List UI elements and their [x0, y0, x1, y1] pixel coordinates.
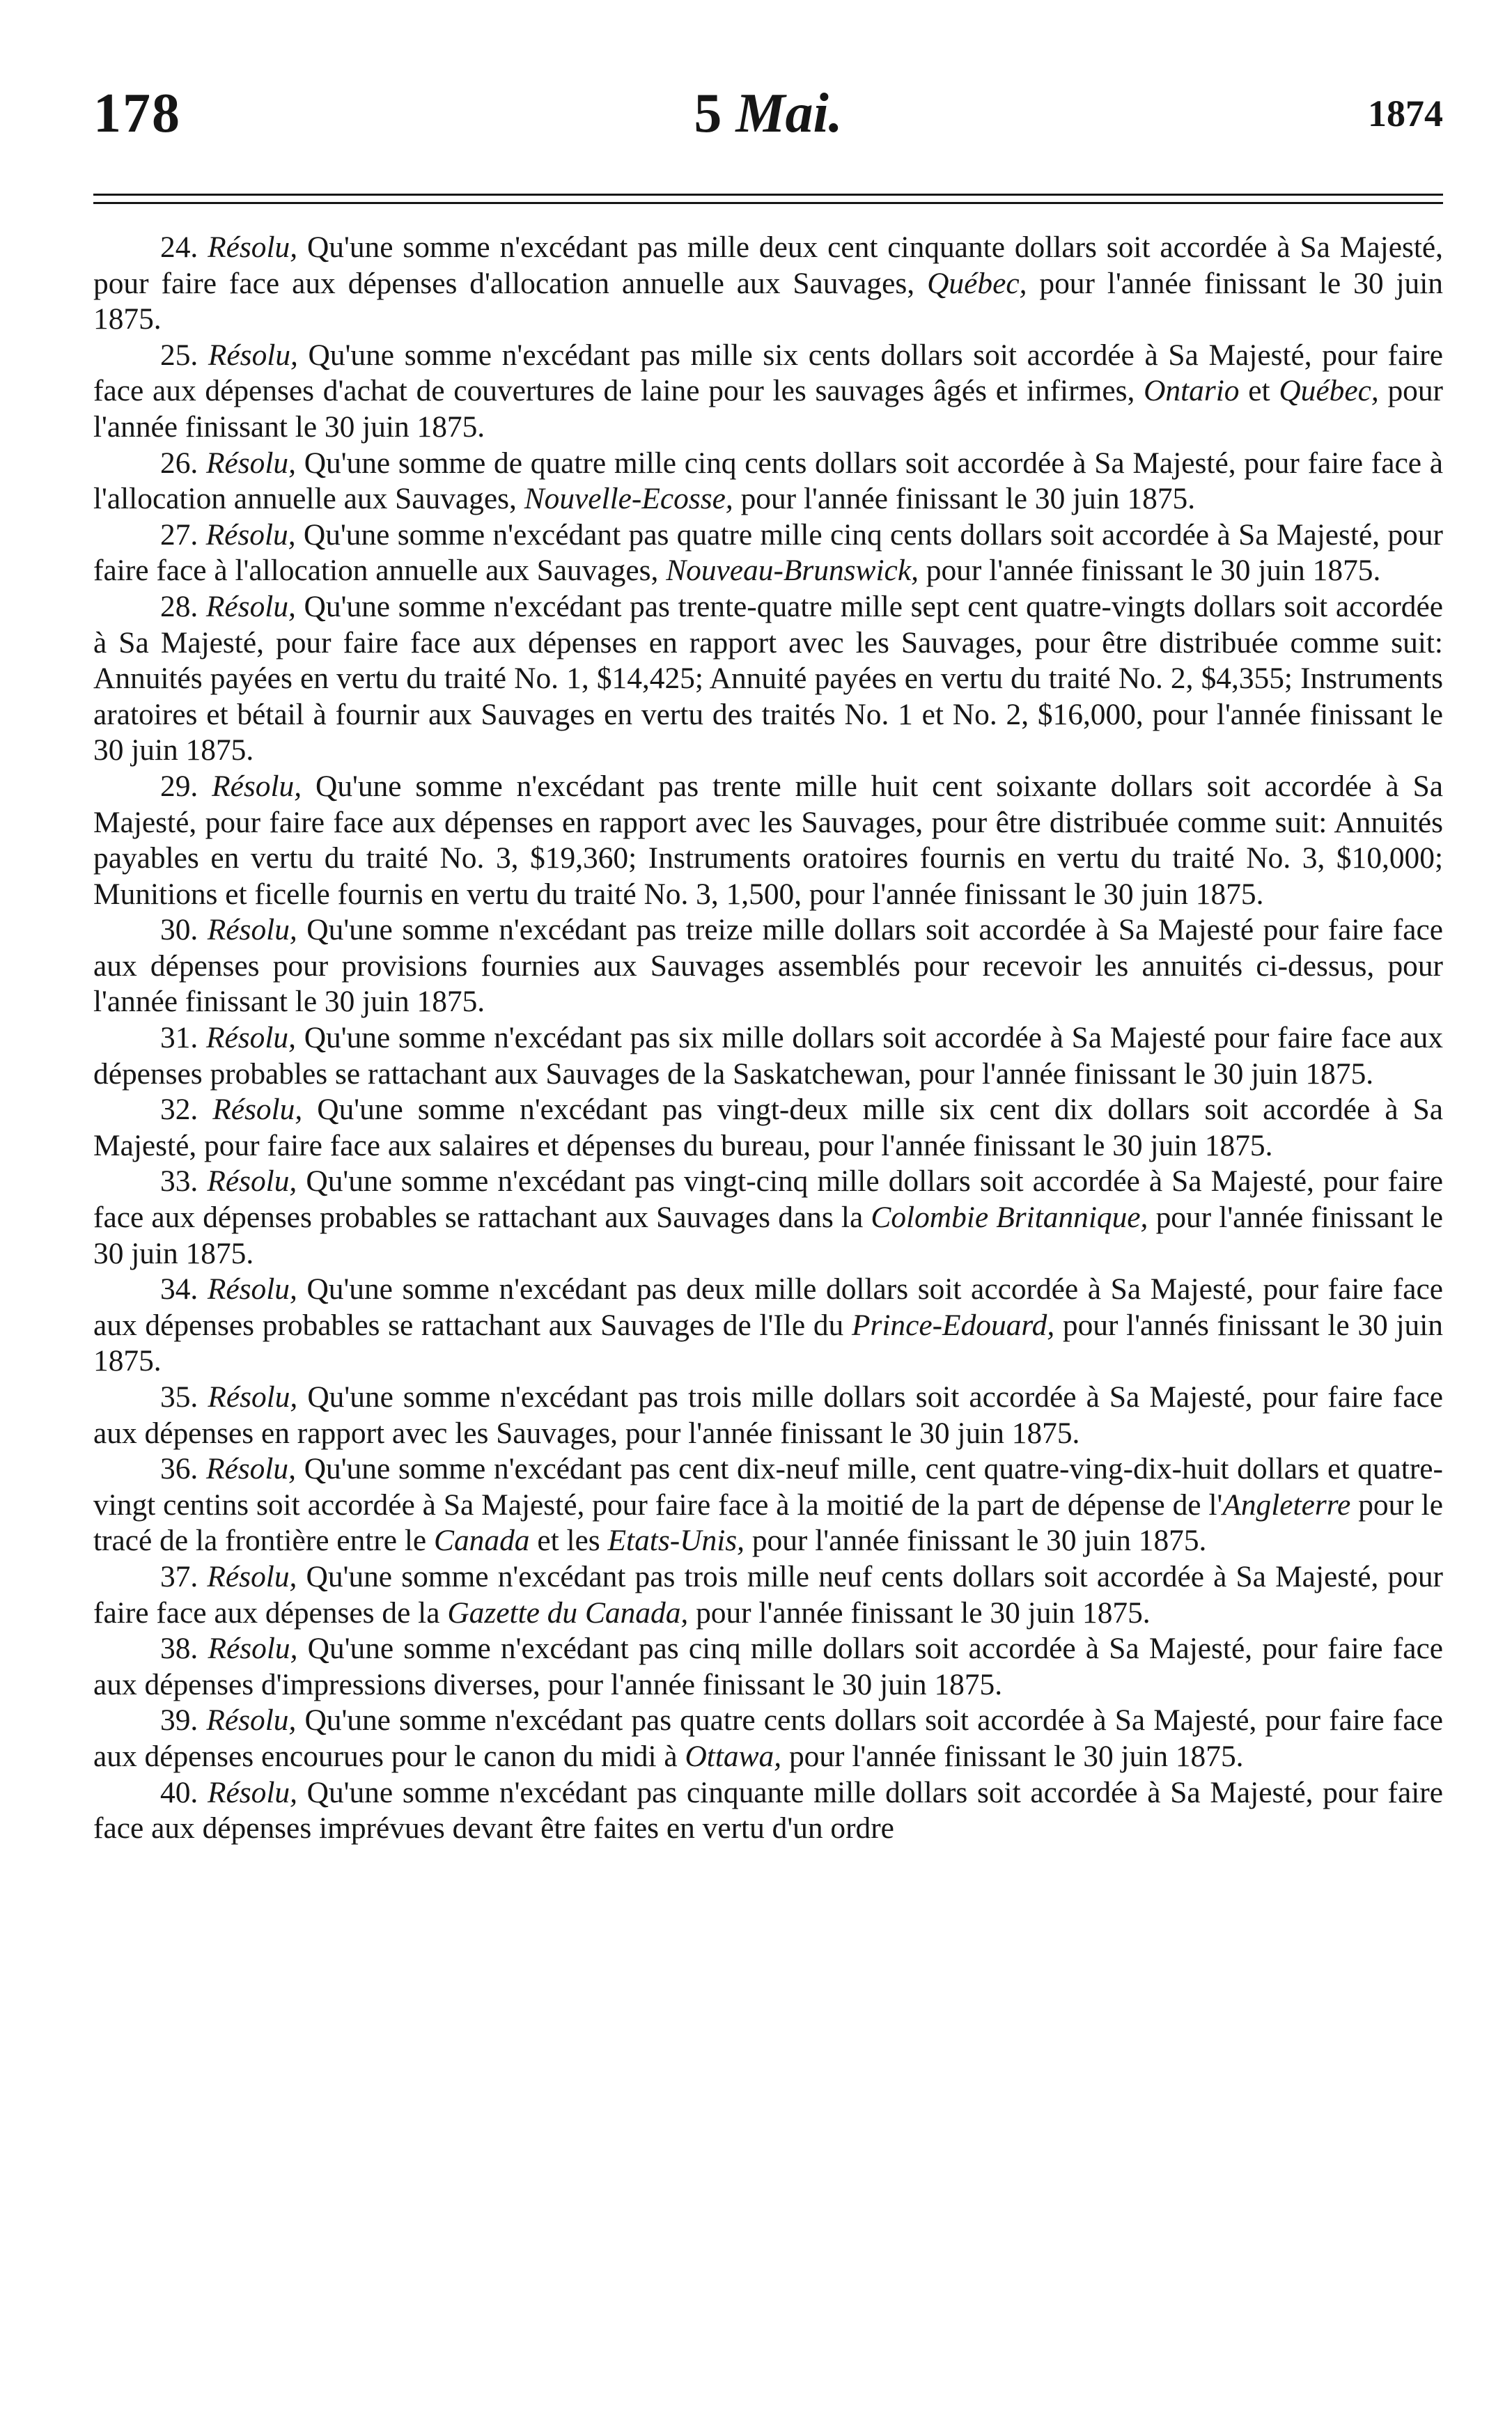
resolution-text: Qu'une somme n'excédant pas trois mille neuf cents dollars soit accordée à Sa Majesté, pour faire face aux dépenses de la [93, 1559, 1443, 1630]
resolution-keyword: Résolu, [206, 446, 296, 480]
resolution-keyword: Résolu, [208, 338, 298, 372]
page-year: 1874 [1368, 93, 1443, 134]
italic-place-name: Nouveau-Brunswick, [666, 554, 919, 588]
resolution-paragraph [93, 1380, 1443, 1451]
resolution-number: 35. [160, 1380, 198, 1414]
resolution-number: 36. [160, 1452, 198, 1486]
resolution-paragraph [93, 912, 1443, 1020]
resolution-text: Qu'une somme de quatre mille cinq cents dollars soit accordée à Sa Majesté, pour faire face à l'allocation annuelle aux Sauvages, [93, 446, 1443, 516]
resolution-paragraph [93, 338, 1443, 446]
resolution-number: 30. [160, 913, 198, 947]
resolution-keyword: Résolu, [207, 913, 297, 947]
resolution-keyword: Résolu, [212, 769, 302, 803]
page-date [694, 82, 842, 146]
resolution-number: 34. [160, 1272, 198, 1306]
resolution-text: pour l'année finissant le 30 juin 1875. [733, 482, 1196, 516]
resolution-keyword: Résolu, [206, 1703, 297, 1738]
resolution-number: 28. [160, 589, 198, 623]
resolution-number: 25. [160, 338, 198, 372]
resolution-paragraph [93, 1092, 1443, 1164]
resolution-number: 24. [160, 231, 198, 264]
italic-place-name: Ontario [1144, 374, 1240, 408]
resolution-number: 31. [160, 1021, 198, 1055]
resolution-text: pour l'année finissant le 30 juin 1875. [93, 374, 1443, 444]
date-day: 5 [694, 83, 722, 144]
resolution-keyword: Résolu, [207, 1559, 297, 1593]
resolution-keyword: Résolu, [206, 1021, 296, 1055]
italic-place-name: Québec, [927, 266, 1027, 300]
resolution-text: Qu'une somme n'excédant pas quatre mille cinq cents dollars soit accordée à Sa Majesté, pour faire face à l'allocation annuelle aux Sauvages, [93, 517, 1443, 588]
resolution-paragraph [93, 1164, 1443, 1272]
resolution-keyword: Résolu, [208, 1632, 298, 1666]
resolution-number: 33. [160, 1164, 198, 1199]
resolution-text: Qu'une somme n'excédant pas quatre cents dollars soit accordée à Sa Majesté, pour faire face aux dépenses encourues pour le canon du midi à [93, 1703, 1443, 1773]
italic-place-name: Etats-Unis, [607, 1524, 745, 1558]
italic-place-name: Angleterre [1222, 1488, 1351, 1522]
resolution-number: 29. [160, 769, 198, 803]
resolution-paragraph [93, 230, 1443, 338]
resolution-text: Qu'une somme n'excédant pas six mille dollars soit accordée à Sa Majesté pour faire face aux dépenses probables se rattachant aux Sauvages de la Saskatchewan, pour l'année finissant le 30 juin 1875. [93, 1021, 1443, 1091]
italic-place-name: Ottawa, [685, 1739, 782, 1773]
page-header [93, 82, 1443, 152]
italic-place-name: Gazette du Canada, [447, 1596, 689, 1630]
resolution-paragraph [93, 446, 1443, 517]
resolution-text: pour l'année finissant le 30 juin 1875. [781, 1739, 1244, 1773]
page-number: 178 [93, 83, 181, 144]
resolution-number: 27. [160, 517, 198, 552]
resolution-number: 38. [160, 1632, 198, 1666]
resolution-keyword: Résolu, [208, 1380, 298, 1414]
resolution-keyword: Résolu, [212, 1093, 303, 1127]
resolution-number: 37. [160, 1559, 198, 1593]
resolution-paragraph [93, 589, 1443, 769]
resolution-number: 32. [160, 1093, 198, 1127]
resolutions-body [93, 230, 1443, 1847]
resolution-keyword: Résolu, [205, 517, 296, 552]
resolution-text: pour l'année finissant le 30 juin 1875. [93, 266, 1443, 336]
resolution-text: et [1239, 374, 1279, 408]
resolution-text: Qu'une somme n'excédant pas trente mille huit cent soixante dollars soit accordée à Sa Majesté, pour faire face aux dépenses en rapport avec les Sauvages, pour être distribuée comme suit: Annuités payables en vertu du traité No. 3, $19,360; Instruments oratoires fournis en vertu du traité No. 3, $10,000; Munitions et ficelle fournis en vertu du traité No. 3, 1,500, pour l'année finissant le 30 juin 1875. [93, 769, 1443, 911]
resolution-text: pour l'année finissant le 30 juin 1875. [688, 1596, 1151, 1630]
resolution-text: Qu'une somme n'excédant pas trois mille dollars soit accordée à Sa Majesté, pour faire face aux dépenses en rapport avec les Sauvages, pour l'année finissant le 30 juin 1875. [93, 1380, 1443, 1450]
resolution-text: pour le tracé de la frontière entre le [93, 1488, 1444, 1558]
resolution-keyword: Résolu, [206, 1452, 296, 1486]
header-rule-bottom [93, 202, 1443, 204]
resolution-text: pour l'annés finissant le 30 juin 1875. [93, 1308, 1443, 1378]
resolution-text: Qu'une somme n'excédant pas vingt-deux mille six cent dix dollars soit accordée à Sa Majesté, pour faire face aux salaires et dépenses du bureau, pour l'année finissant le 30 juin 1875. [93, 1093, 1443, 1162]
resolution-text: Qu'une somme n'excédant pas treize mille dollars soit accordée à Sa Majesté pour faire face aux dépenses pour provisions fournies aux Sauvages assemblés pour recevoir les annuités ci-dessus, pour l'année finissant le 30 juin 1875. [93, 913, 1443, 1019]
resolution-paragraph [93, 769, 1443, 912]
resolution-text: Qu'une somme n'excédant pas cinq mille dollars soit accordée à Sa Majesté, pour faire face aux dépenses d'impressions diverses, pour l'année finissant le 30 juin 1875. [93, 1632, 1443, 1701]
date-month: Mai. [735, 83, 843, 144]
resolution-paragraph [93, 517, 1443, 589]
italic-place-name: Prince-Edouard, [851, 1308, 1055, 1342]
resolution-text: Qu'une somme n'excédant pas cinquante mille dollars soit accordée à Sa Majesté, pour faire face aux dépenses imprévues devant être faites en vertu d'un ordre [93, 1775, 1443, 1846]
resolution-paragraph [93, 1451, 1443, 1559]
resolution-number: 26. [160, 446, 198, 480]
resolution-paragraph [93, 1631, 1443, 1703]
resolution-keyword: Résolu, [205, 589, 296, 623]
resolution-text: Qu'une somme n'excédant pas mille deux cent cinquante dollars soit accordée à Sa Majesté, pour faire face aux dépenses d'allocation annuelle aux Sauvages, [93, 231, 1443, 300]
resolution-text: pour l'année finissant le 30 juin 1875. [918, 554, 1381, 588]
italic-place-name: Québec, [1279, 374, 1379, 408]
resolution-keyword: Résolu, [207, 1775, 297, 1809]
italic-place-name: Canada [434, 1524, 530, 1558]
resolution-paragraph [93, 1272, 1443, 1380]
resolution-paragraph [93, 1020, 1443, 1092]
resolution-text: pour l'année finissant le 30 juin 1875. [93, 1201, 1443, 1270]
resolution-keyword: Résolu, [207, 1272, 297, 1306]
resolution-text: pour l'année finissant le 30 juin 1875. [745, 1524, 1207, 1558]
resolution-text: Qu'une somme n'excédant pas deux mille dollars soit accordée à Sa Majesté, pour faire face aux dépenses probables se rattachant aux Sauvages de l'Ile du [93, 1272, 1443, 1342]
resolution-number: 39. [160, 1703, 198, 1738]
resolution-text: Qu'une somme n'excédant pas mille six cents dollars soit accordée à Sa Majesté, pour faire face aux dépenses d'achat de couvertures de laine pour les sauvages âgés et infirmes, [93, 338, 1443, 408]
italic-place-name: Nouvelle-Ecosse, [524, 482, 733, 516]
italic-place-name: Colombie Britannique, [871, 1201, 1148, 1235]
resolution-number: 40. [160, 1775, 198, 1809]
resolution-text: Qu'une somme n'excédant pas vingt-cinq mille dollars soit accordée à Sa Majesté, pour faire face aux dépenses probables se rattachant aux Sauvages dans la [93, 1164, 1443, 1235]
resolution-text: Qu'une somme n'excédant pas cent dix-neuf mille, cent quatre-ving-dix-huit dollars et quatre-vingt centins soit accordée à Sa Majesté, pour faire face à la moitié de la part de dépense de l' [93, 1452, 1443, 1522]
header-rule-top [93, 194, 1443, 196]
resolution-keyword: Résolu, [207, 1164, 297, 1199]
resolution-paragraph [93, 1703, 1443, 1774]
resolution-paragraph [93, 1559, 1443, 1631]
resolution-paragraph [93, 1775, 1443, 1847]
resolution-text: et les [529, 1524, 608, 1558]
resolution-keyword: Résolu, [208, 231, 298, 264]
resolution-text: Qu'une somme n'excédant pas trente-quatre mille sept cent quatre-vingts dollars soit accordée à Sa Majesté, pour faire face aux dépenses en rapport avec les Sauvages, pour être distribuée comme suit: Annuités payées en vertu du traité No. 1, $14,425; Annuité payées en vertu du traité No. 2, $4,355; Instruments aratoires et bétail à fournir aux Sauvages en vertu des traités No. 1 et No. 2, $16,000, pour l'année finissant le 30 juin 1875. [93, 589, 1443, 767]
